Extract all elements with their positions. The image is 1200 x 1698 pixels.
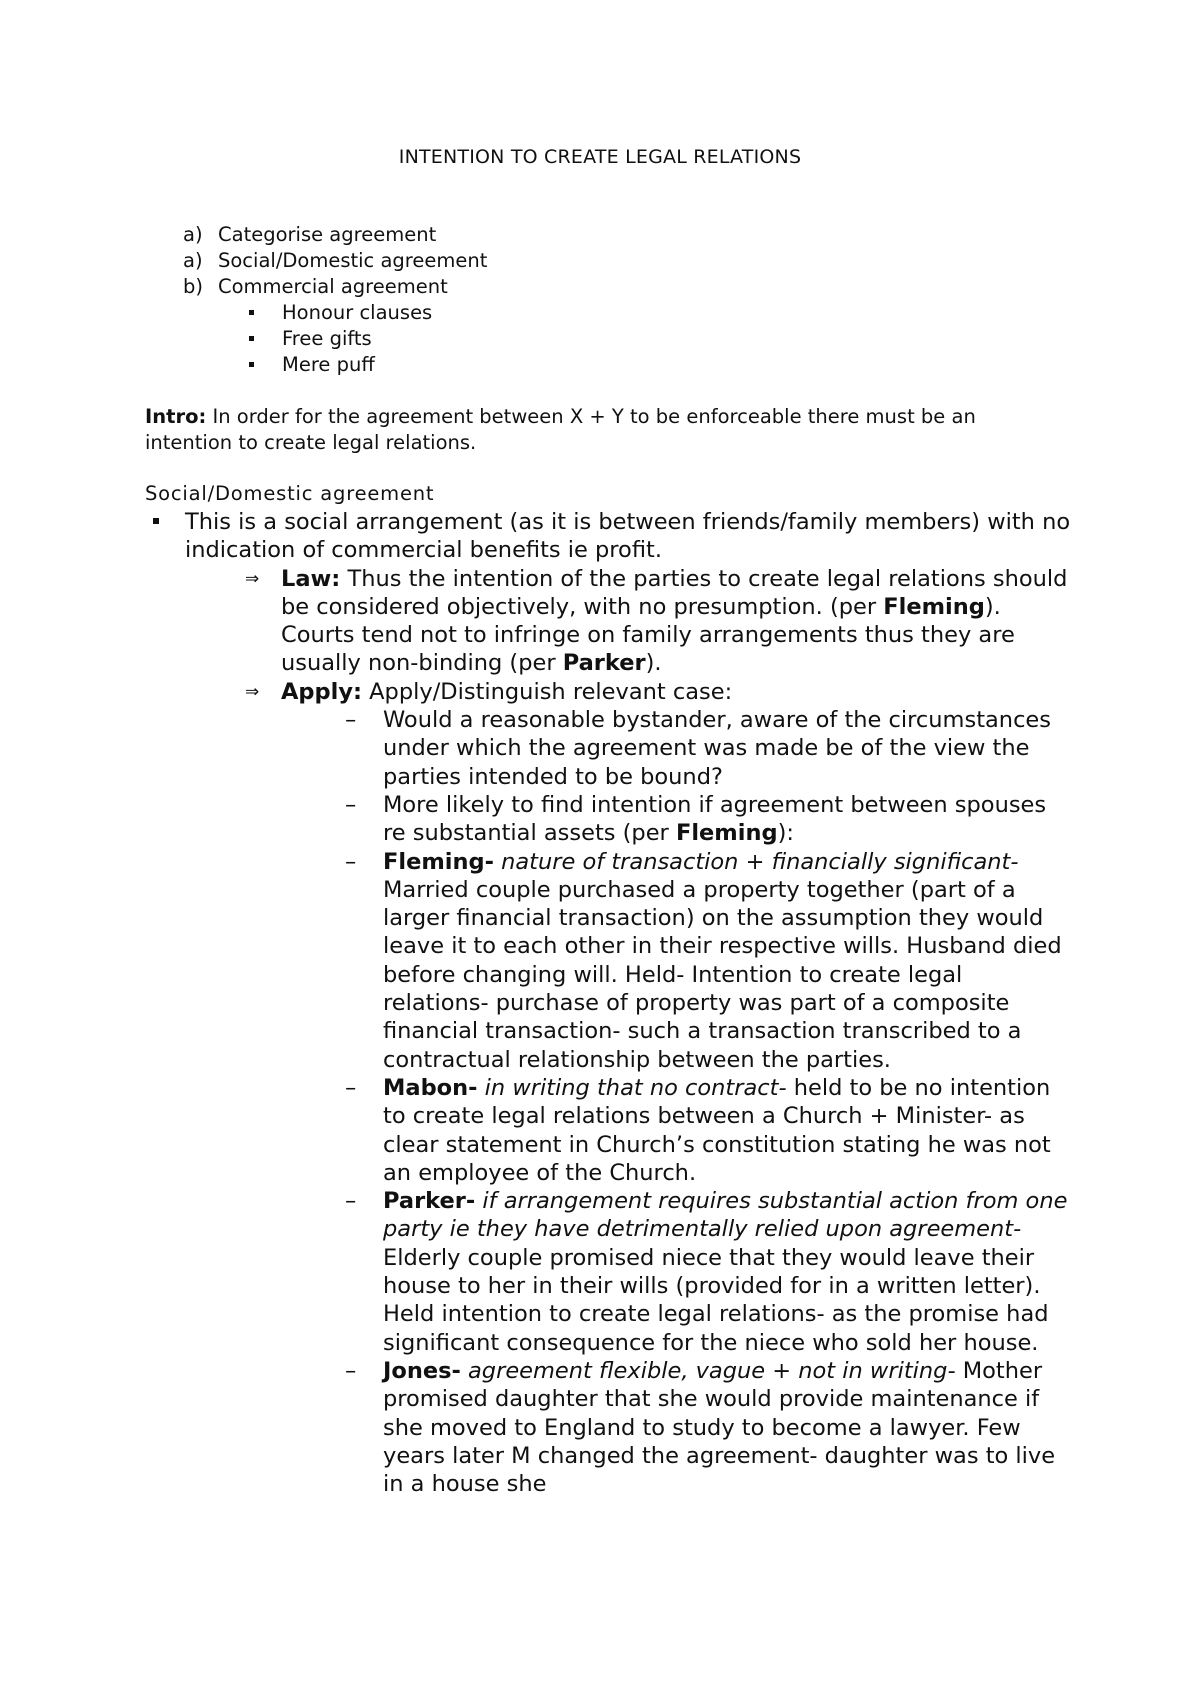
main-point bbox=[145, 508, 1075, 565]
case-jones bbox=[145, 1357, 1075, 1498]
case-text: Mother promised daughter that she would provide maintenance if she moved to England to study to become a lawyer. Few years later M changed the agreement- daughter was to live in a house she bbox=[383, 1357, 1056, 1498]
list-marker: a) bbox=[183, 249, 203, 272]
intro-label: Intro: bbox=[145, 405, 207, 428]
section-body bbox=[145, 508, 1075, 1498]
apply-point bbox=[145, 678, 1075, 706]
case-text: Married couple purchased a property together (part of a larger financial transaction) on the assumption they would leave it to each other in their respective wills. Husband died before changing will. Held- Intention to create legal relations- purchase of property was part of a composite financial transaction- such a transaction transcribed to a contractual relationship between the parties. bbox=[383, 876, 1062, 1073]
law-text: ). bbox=[645, 650, 662, 677]
dash-marker: – bbox=[345, 1074, 357, 1101]
list-item bbox=[145, 791, 1075, 848]
case-principle: nature of transaction + financially significant- bbox=[493, 848, 1019, 875]
case-name: Mabon- bbox=[383, 1074, 478, 1101]
dash-marker: – bbox=[345, 1357, 357, 1384]
point-text: More likely to find intention if agreement between spouses re substantial assets (per bbox=[383, 791, 1047, 847]
square-bullet-icon bbox=[249, 362, 254, 367]
case-name: Jones- bbox=[383, 1357, 461, 1384]
arrow-icon: ⇒ bbox=[245, 568, 260, 589]
apply-text: Apply/Distinguish relevant case: bbox=[362, 678, 733, 705]
sub-list-item-text: Mere puff bbox=[282, 353, 375, 376]
dash-marker: – bbox=[345, 1188, 357, 1215]
law-text: ). Courts tend not to infringe on family arrangements thus they are usually non-binding (per bbox=[281, 593, 1015, 677]
square-bullet-icon bbox=[249, 336, 254, 341]
list-item-text: Categorise agreement bbox=[218, 223, 437, 246]
list-marker: a) bbox=[183, 223, 203, 246]
sub-list-item-text: Free gifts bbox=[282, 327, 372, 350]
dash-marker: – bbox=[345, 791, 357, 818]
sub-list-item-text: Honour clauses bbox=[282, 301, 433, 324]
main-point-text: This is a social arrangement (as it is between friends/family members) with no indication of commercial benefits ie profit. bbox=[185, 509, 1071, 564]
square-bullet-icon bbox=[153, 518, 159, 524]
law-label: Law: bbox=[281, 565, 341, 592]
case-parker bbox=[145, 1187, 1075, 1357]
law-point bbox=[145, 565, 1075, 678]
dash-marker: – bbox=[345, 848, 357, 875]
intro-text: In order for the agreement between X + Y to be enforceable there must be an intention to create legal relations. bbox=[145, 405, 976, 454]
list-marker: b) bbox=[183, 275, 203, 298]
case-principle: in writing that no contract- bbox=[477, 1074, 787, 1101]
case-principle: if arrangement requires substantial action from one party ie they have detrimentally relied upon agreement- bbox=[383, 1188, 1068, 1243]
case-text: held to be no intention to create legal relations between a Church + Minister- as clear statement in Church’s constitution stating he was not an employee of the Church. bbox=[383, 1074, 1051, 1186]
case-name: Fleming bbox=[883, 593, 985, 620]
dash-marker: – bbox=[345, 707, 357, 734]
list-item-text: Commercial agreement bbox=[218, 275, 448, 298]
intro-paragraph bbox=[145, 404, 1045, 456]
list-item bbox=[145, 706, 1075, 791]
section-heading: Social/Domestic agreement bbox=[145, 482, 435, 505]
point-text: Would a reasonable bystander, aware of the circumstances under which the agreement was made be of the view the parties intended to be bound? bbox=[383, 707, 1052, 790]
case-name: Parker- bbox=[383, 1188, 476, 1215]
page-title: INTENTION TO CREATE LEGAL RELATIONS bbox=[398, 146, 802, 168]
case-text: Elderly couple promised niece that they would leave their house to her in their wills (provided for in a written letter). Held intention to create legal relations- as the promise had significant consequence for the niece who sold her house. bbox=[383, 1244, 1049, 1356]
law-text: Thus the intention of the parties to create legal relations should be considered objectively, with no presumption. (per bbox=[281, 565, 1068, 620]
list-item-text: Social/Domestic agreement bbox=[218, 249, 488, 272]
arrow-icon: ⇒ bbox=[245, 681, 260, 702]
case-name: Fleming bbox=[675, 820, 778, 847]
apply-label: Apply: bbox=[281, 678, 363, 705]
case-name: Fleming- bbox=[383, 848, 494, 875]
square-bullet-icon bbox=[249, 310, 254, 315]
point-text: ): bbox=[777, 820, 794, 847]
case-mabon bbox=[145, 1074, 1075, 1187]
case-principle: agreement flexible, vague + not in writing- bbox=[460, 1357, 956, 1384]
case-fleming bbox=[145, 848, 1075, 1074]
case-name: Parker bbox=[562, 650, 646, 677]
